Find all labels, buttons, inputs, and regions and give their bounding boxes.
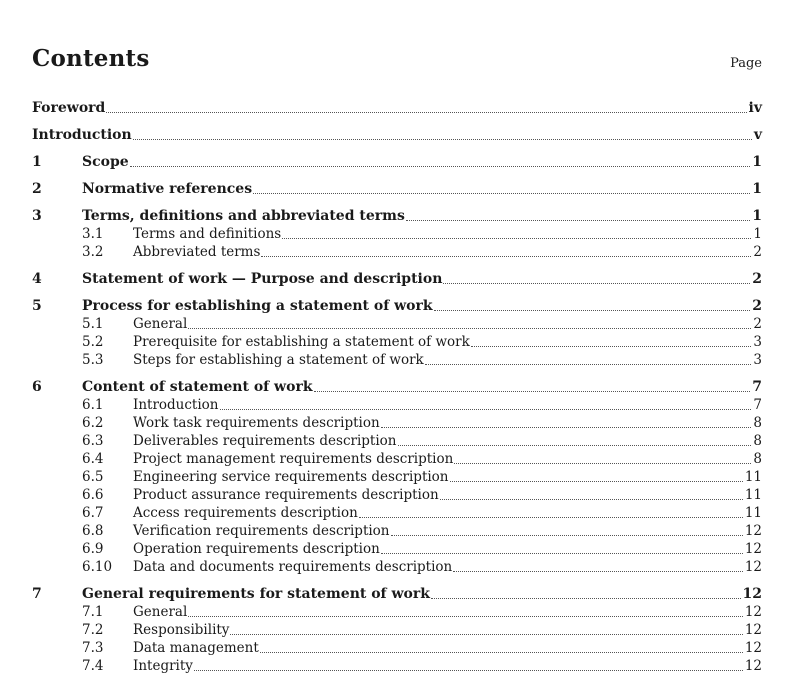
toc-entry-number: 6.2	[82, 415, 104, 431]
toc-entry-page-number: 12	[744, 640, 762, 656]
toc-entry-page-number: 12	[744, 559, 762, 575]
toc-entry-page-number: 12	[744, 523, 762, 539]
toc-entry[interactable]	[32, 485, 762, 503]
toc-entry-number: 6.3	[82, 433, 104, 449]
toc-entry-number: 3	[32, 208, 42, 224]
toc-entry-title: Introduction	[32, 127, 132, 143]
toc-entry-title: Operation requirements description	[133, 541, 380, 557]
toc-entry[interactable]	[32, 269, 762, 287]
toc-entry-page-number: v	[753, 127, 762, 143]
toc-entry-page-number: 2	[752, 298, 762, 314]
toc-entry[interactable]	[32, 620, 762, 638]
toc-entry[interactable]	[32, 638, 762, 656]
toc-entry-page-number: 2	[753, 316, 762, 332]
toc-entry-page-number: 1	[753, 226, 762, 242]
toc-entry-title: Prerequisite for establishing a statement of work	[133, 334, 470, 350]
dot-leader	[261, 255, 751, 257]
toc-entry-page-number: 2	[753, 244, 762, 260]
toc-entry[interactable]	[32, 503, 762, 521]
toc-entry-title: Process for establishing a statement of work	[82, 298, 433, 314]
dot-leader	[434, 309, 751, 311]
toc-entry[interactable]	[32, 350, 762, 368]
toc-entry-page-number: 7	[753, 397, 762, 413]
toc-entry-title: Integrity	[133, 658, 193, 674]
dot-leader	[425, 363, 752, 365]
toc-entry-number: 5	[32, 298, 42, 314]
toc-entry[interactable]	[32, 521, 762, 539]
page-title: Contents	[32, 45, 150, 72]
dot-leader	[359, 516, 743, 518]
dot-leader	[440, 498, 743, 500]
toc-entry[interactable]	[32, 413, 762, 431]
dot-leader	[381, 426, 752, 428]
toc-entry-number: 6.7	[82, 505, 104, 521]
toc-entry-number: 2	[32, 181, 42, 197]
dot-leader	[406, 219, 750, 221]
dot-leader	[314, 390, 751, 392]
toc-entry-number: 3.1	[82, 226, 104, 242]
toc-entry-number: 1	[32, 154, 42, 170]
toc-entry-page-number: iv	[748, 100, 762, 116]
toc-entry-page-number: 3	[753, 352, 762, 368]
dot-leader	[398, 444, 752, 446]
dot-leader	[443, 282, 750, 284]
toc-entry-number: 6.1	[82, 397, 104, 413]
toc-entry-number: 6.4	[82, 451, 104, 467]
toc-entry[interactable]	[32, 584, 762, 602]
toc-entry-page-number: 8	[753, 433, 762, 449]
toc-entry[interactable]	[32, 431, 762, 449]
page-column-label: Page	[730, 56, 762, 71]
dot-leader	[471, 345, 752, 347]
toc-entry[interactable]	[32, 242, 762, 260]
toc-entry-page-number: 12	[742, 586, 762, 602]
toc-entry[interactable]	[32, 656, 762, 674]
toc-entry-title: Terms, definitions and abbreviated terms	[82, 208, 405, 224]
dot-leader	[230, 633, 742, 635]
toc-entry-number: 6.10	[82, 559, 113, 575]
toc-entry-title: Engineering service requirements description	[133, 469, 449, 485]
toc-entry-number: 5.2	[82, 334, 104, 350]
toc-entry-number: 4	[32, 271, 42, 287]
toc-entry-number: 7.1	[82, 604, 104, 620]
toc-entry[interactable]	[32, 98, 762, 116]
toc-entry-title: Access requirements description	[133, 505, 358, 521]
toc-entry-page-number: 1	[752, 208, 762, 224]
toc-entry-title: Steps for establishing a statement of work	[133, 352, 424, 368]
dot-leader	[260, 651, 743, 653]
toc-entry[interactable]	[32, 179, 762, 197]
dot-leader	[133, 138, 752, 140]
toc-entry-title: General	[133, 316, 188, 332]
toc-entry-title: Abbreviated terms	[133, 244, 261, 260]
toc-entry-number: 7.2	[82, 622, 104, 638]
toc-entry-page-number: 11	[744, 469, 762, 485]
toc-entry-page-number: 8	[753, 415, 762, 431]
toc-entry[interactable]	[32, 395, 762, 413]
toc-entry-page-number: 11	[744, 487, 762, 503]
toc-entry-page-number: 12	[744, 622, 762, 638]
dot-leader	[253, 192, 750, 194]
dot-leader	[106, 111, 746, 113]
dot-leader	[194, 669, 743, 671]
toc-entry-page-number: 7	[752, 379, 762, 395]
toc-entry-title: Foreword	[32, 100, 106, 116]
toc-entry-page-number: 11	[744, 505, 762, 521]
dot-leader	[220, 408, 752, 410]
toc-entry-number: 6.6	[82, 487, 104, 503]
toc-entry-page-number: 12	[744, 658, 762, 674]
dot-leader	[454, 462, 751, 464]
toc-entry-number: 5.3	[82, 352, 104, 368]
toc-entry-title: Scope	[82, 154, 129, 170]
toc-entry[interactable]	[32, 467, 762, 485]
toc-entry-number: 7.4	[82, 658, 104, 674]
toc-entry-title: Responsibility	[133, 622, 230, 638]
toc-entry-title: General requirements for statement of work	[82, 586, 430, 602]
toc-entry-number: 5.1	[82, 316, 104, 332]
toc-entry-title: Normative references	[82, 181, 253, 197]
toc-entry-title: Introduction	[133, 397, 219, 413]
toc-entry-number: 7.3	[82, 640, 104, 656]
toc-entry[interactable]	[32, 152, 762, 170]
toc-entry[interactable]	[32, 557, 762, 575]
toc-entry-title: Product assurance requirements description	[133, 487, 439, 503]
toc-entry-title: Work task requirements description	[133, 415, 380, 431]
toc-entry-title: Statement of work — Purpose and description	[82, 271, 443, 287]
toc-entry-page-number: 2	[752, 271, 762, 287]
dot-leader	[381, 552, 743, 554]
toc-entry[interactable]	[32, 332, 762, 350]
toc-entry-title: Verification requirements description	[133, 523, 390, 539]
toc-entry-page-number: 1	[752, 181, 762, 197]
toc-entry[interactable]	[32, 539, 762, 557]
toc-entry-number: 6.8	[82, 523, 104, 539]
dot-leader	[282, 237, 751, 239]
toc-entry-page-number: 12	[744, 604, 762, 620]
toc-entry[interactable]	[32, 602, 762, 620]
toc-entry[interactable]	[32, 224, 762, 242]
toc-entry-title: Content of statement of work	[82, 379, 313, 395]
toc-entry-title: Data management	[133, 640, 259, 656]
dot-leader	[188, 615, 743, 617]
toc-entry-number: 7	[32, 586, 42, 602]
toc-entry-page-number: 8	[753, 451, 762, 467]
toc-entry[interactable]	[32, 296, 762, 314]
toc-entry[interactable]	[32, 377, 762, 395]
toc-entry[interactable]	[32, 449, 762, 467]
dot-leader	[431, 597, 741, 599]
dot-leader	[453, 570, 743, 572]
toc-entry-title: Deliverables requirements description	[133, 433, 397, 449]
dot-leader	[391, 534, 743, 536]
toc-entry[interactable]	[32, 314, 762, 332]
toc-entry-title: General	[133, 604, 188, 620]
toc-entry-title: Project management requirements description	[133, 451, 454, 467]
toc-entry-number: 6.5	[82, 469, 104, 485]
dot-leader	[188, 327, 751, 329]
dot-leader	[130, 165, 751, 167]
toc-entry-page-number: 1	[752, 154, 762, 170]
toc-entry-title: Data and documents requirements description	[133, 559, 453, 575]
toc-entry-page-number: 3	[753, 334, 762, 350]
toc-entry-page-number: 12	[744, 541, 762, 557]
toc-entry-number: 6.9	[82, 541, 104, 557]
toc-entry[interactable]	[32, 125, 762, 143]
toc-entry-number: 6	[32, 379, 42, 395]
toc-entry-number: 3.2	[82, 244, 104, 260]
toc-entry[interactable]	[32, 206, 762, 224]
toc-entry-title: Terms and definitions	[133, 226, 282, 242]
dot-leader	[450, 480, 743, 482]
